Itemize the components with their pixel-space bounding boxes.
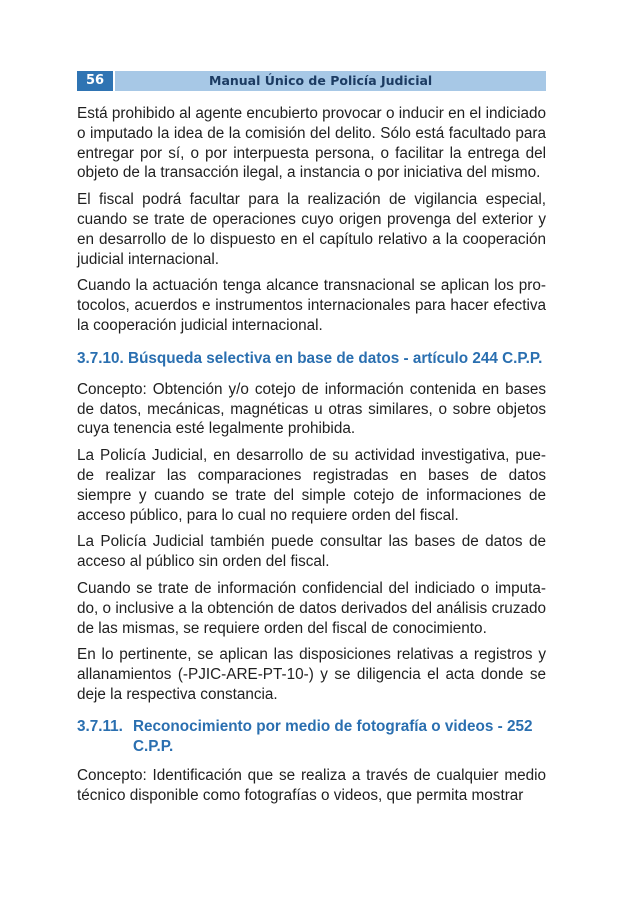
body-paragraph: Está prohibido al agente encubierto provocar o inducir en el indiciado o imputado la idea de la comisión del delito. Sólo está facultado para entregar por sí, o por interpuesta persona, o facilitar la entrega del objeto de la transacción ilegal, a instancia o por iniciativa del mismo. (77, 105, 546, 182)
body-paragraph: La Policía Judicial también puede consultar las bases de datos de acceso al público sin orden del fiscal. (77, 533, 546, 571)
body-paragraph: En lo pertinente, se aplican las disposiciones relativas a registros y allanamientos (-PJIC-ARE-PT-10-) y se diligencia el acta donde se deje la respectiva constancia. (77, 646, 546, 703)
page-body (77, 104, 546, 812)
body-paragraph: Concepto: Identificación que se realiza a través de cualquier medio técnico disponible como fotografías o videos, que permita mostrar (77, 766, 546, 804)
page-number: 56 (77, 71, 113, 91)
section-heading-3-7-10: 3.7.10. Búsqueda selectiva en base de datos - artículo 244 C.P.P. (77, 349, 543, 367)
body-paragraph: Cuando se trate de información confidencial del indiciado o imputa-do, o inclusive a la obtención de datos derivados del análisis cruzado de las mismas, se requiere orden del fiscal de conocimiento. (77, 579, 546, 637)
running-header (77, 71, 546, 91)
body-paragraph: Concepto: Obtención y/o cotejo de información contenida en bases de datos, mecánicas, magnéticas u otras similares, o sobre objetos cuya tenencia esté legalmente prohibida. (77, 380, 546, 438)
body-paragraph: Cuando la actuación tenga alcance transnacional se aplican los pro-tocolos, acuerdos e instrumentos internacionales para hacer efectiva la cooperación judicial internacional. (77, 277, 546, 334)
running-title: Manual Único de Policía Judicial (115, 71, 546, 91)
section-title: Reconocimiento por medio de fotografía o videos - 252 C.P.P. (133, 717, 533, 755)
body-paragraph: La Policía Judicial, en desarrollo de su actividad investigativa, pue-de realizar las comparaciones registradas en bases de datos siempre y cuando se trate del simple cotejo de informaciones de acceso público, para lo cual no requiere orden del fiscal. (77, 447, 546, 524)
body-paragraph: El fiscal podrá facultar para la realización de vigilancia especial, cuando se trate de operaciones cuyo origen provenga del exterior y en desarrollo de lo dispuesto en el capítulo relativo a la cooperación judicial internacional. (77, 191, 546, 268)
section-heading-3-7-11 (77, 717, 546, 757)
section-number: 3.7.11. (77, 717, 123, 735)
